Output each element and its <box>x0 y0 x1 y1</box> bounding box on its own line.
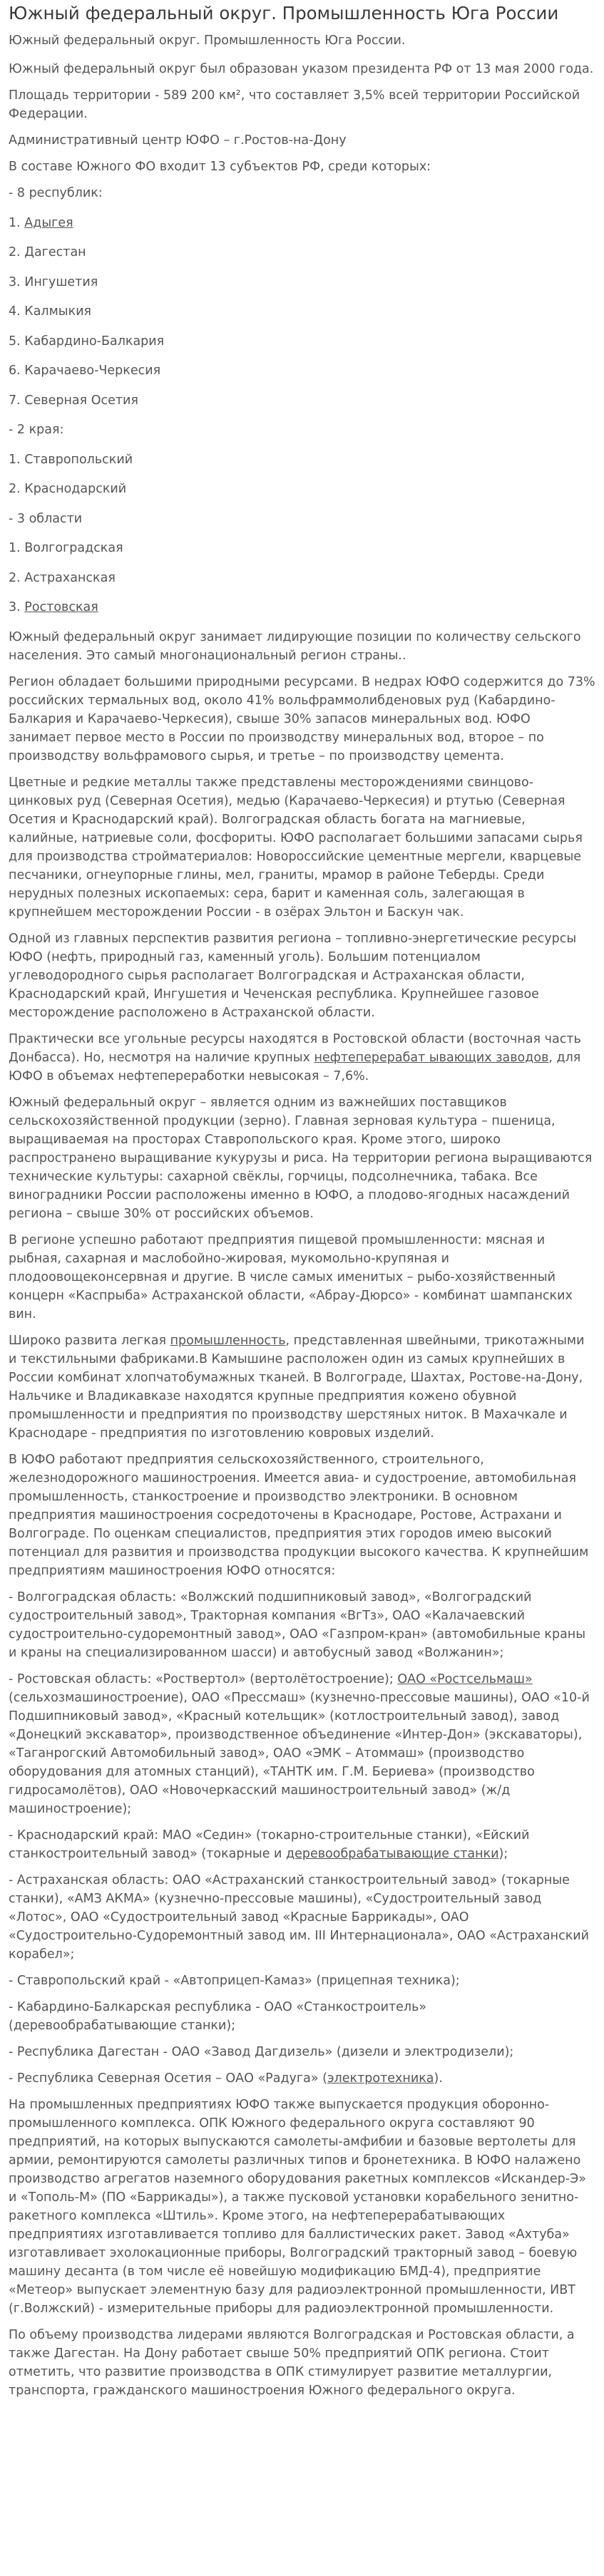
paragraph <box>9 1331 595 1443</box>
paragraph <box>9 1451 595 1580</box>
region-name: Волгоградская <box>24 541 123 555</box>
list-number: 1. <box>9 541 25 555</box>
paragraph-text: Цветные и редкие металлы также представлены месторождениями свинцово-цинковых руд (Северная Осетия), медью (Карачаево-Черкесия) и ртутью (Северная Осетия и Краснодарский край). Волгоградская область богата на магниевые, калийные, натриевые соли, фосфориты. ЮФО располагает большими запасами сырья для производства стройматериалов: Новороссийские цементные мергели, кварцевые песчаники, огнеупорные глины, мел, граниты, мрамор в районе Теберды. Среди нерудных полезных ископаемых: сера, барит и каменная соль, залегающая в крупнейшем месторождении России - в озёрах Эльтон и Баскун чак. <box>9 775 583 919</box>
list-number: 1. <box>9 452 25 467</box>
paragraph-text: Широко развита легкая <box>9 1333 170 1348</box>
paragraph <box>9 929 595 1022</box>
paragraph-text: Практически все угольные ресурсы находятся в Ростовской области (восточная часть Донбасса). Но, несмотря на наличие крупных <box>9 1031 581 1065</box>
paragraph-text: В ЮФО работают предприятия сельскохозяйственного, строительного, железнодорожного машиностроения. Имеется авиа- и судостроение, автомобильная промышленность, станкостроение и производство электроники. В основном предприятия машиностроения сосредоточены в Краснодаре, Ростове, Астрахани и Волгограде. По оценкам специалистов, предприятия этих городов имею высокий потенциал для развития и производства продукции высокого качества. К крупнейшим предприятиям машиностроения ЮФО относятся: <box>9 1452 589 1578</box>
republic-item <box>9 302 595 321</box>
list-number: 2. <box>9 570 25 585</box>
inline-link[interactable]: нефтеперерабат ывающих заводов <box>314 1050 549 1065</box>
paragraph <box>9 773 595 922</box>
region-name: Дагестан <box>24 245 86 259</box>
paragraph-text: , для ЮФО в объемах нефтепереработки невысокая – 7,6%. <box>9 1050 581 1083</box>
region-name: Ингушетия <box>24 274 98 289</box>
paragraph <box>9 1231 595 1324</box>
krai-header: - 2 края: <box>9 423 64 437</box>
paragraph <box>9 1030 595 1086</box>
list-number: 2. <box>9 482 25 496</box>
region-name: Ставропольский <box>24 452 133 467</box>
paragraph-text: - Ставропольский край - «Автоприцеп-Камаз» (прицепная техника); <box>9 1973 460 1988</box>
paragraph <box>9 2043 595 2061</box>
region-link[interactable]: Ростовская <box>24 600 98 614</box>
paragraph-text: На промышленных предприятиях ЮФО также выпускается продукция оборонно-промышленного комплекса. ОПК Южного федерального округа составляют 90 предприятий, на которых выпускаются самолеты-амфибии и базовые вертолеты для армии, ремонтируются самолеты различных типов и бронетехника. В ЮФО налажено производство агрегатов наземного оборудования ракетных комплексов «Искандер-Э» и «Тополь-М» (ПО «Баррикады»), а также пусковой установки корабельного зенитно-ракетного комплекса «Штиль». Кроме этого, на нефтеперерабатывающих предприятиях изготавливается топливо для баллистических ракет. Завод «Ахтуба» изготавливает эхолокационные приборы, Волгоградский тракторный завод – боевую машину десанта (в том числе её новейшую модификацию БМД-4), предприятие «Метеор» выпускает элементную базу для радиоэлектронной промышленности, ИВТ (г.Волжский) - измерительные приборы для радиоэлектронной промышленности. <box>9 2097 586 2316</box>
list-number: 7. <box>9 393 25 408</box>
paragraph-text: В регионе успешно работают предприятия пищевой промышленности: мясная и рыбная, сахарная и маслобойно-жировая, мукомольно-крупяная и плодоовощеконсервная и другие. В числе самых именитых – рыбо-хозяйственный концерн «Каспрыба» Астраханской области, «Абрау-Дюрсо» - комбинат шампанских вин. <box>9 1232 573 1322</box>
region-link[interactable]: Адыгея <box>24 215 73 230</box>
paragraph-text: ); <box>498 1846 508 1861</box>
paragraph-text: - Краснодарский край: МАО «Седин» (токарно-строительные станки), «Ейский станкостроительный завод» (токарные и <box>9 1828 530 1861</box>
list-number: 3. <box>9 600 25 614</box>
krai-item <box>9 480 595 498</box>
region-name: Краснодарский <box>24 482 127 496</box>
paragraph <box>9 628 595 665</box>
paragraph-text: Одной из главных перспектив развития региона – топливно-энергетические ресурсы ЮФО (нефть, природный газ, каменный уголь). Большим потенциалом углеводородного сырья располагает Волгоградская и Астраханская области, Краснодарский край, Ингушетия и Чеченская республика. Крупнейшее газовое месторождение расположено в Астраханской области. <box>9 931 577 1020</box>
paragraph <box>9 673 595 766</box>
republic-header: - 8 республик: <box>9 186 103 200</box>
paragraph-text: - Республика Северная Осетия – ОАО «Радуга» ( <box>9 2071 327 2086</box>
article-body <box>9 628 595 2400</box>
republic-item <box>9 332 595 351</box>
oblast-item <box>9 539 595 557</box>
region-name: Калмыкия <box>24 304 92 319</box>
paragraph <box>9 1588 595 1662</box>
paragraph-text: Южный федеральный округ – является одним из важнейших поставщиков сельскохозяйственной продукции (зерно). Главная зерновая культура – пшеница, выращиваемая на просторах Ставропольского края. Кроме этого, широко распространено выращивание кукурузы и риса. На территории региона выращиваются технические культуры: сахарной свёклы, горчицы, подсолнечника, табака. Все виноградники России расположены именно в ЮФО, а плодово-ягодных насаждений региона – свыше 30% от российских объемов. <box>9 1095 593 1221</box>
subjects-lists <box>9 184 595 617</box>
paragraph <box>9 1670 595 1818</box>
article-subtitle: Южный федеральный округ. Промышленность Юга России. <box>9 34 406 48</box>
list-number: 1. <box>9 215 25 230</box>
page-title: Южный федеральный округ. Промышленность Юга России <box>9 3 559 24</box>
paragraph-text: По объему производства лидерами являются Волгоградская и Ростовская области, а также Дагестан. На Дону работает свыше 50% предприятий ОПК региона. Стоит отметить, что развитие производства в ОПК стимулирует развитие металлургии, транспорта, гражданского машиностроения Южного федерального округа. <box>9 2327 575 2398</box>
region-name: Астраханская <box>24 570 116 585</box>
oblast-item <box>9 598 595 617</box>
region-name: Карачаево-Черкесия <box>24 364 161 378</box>
republic-item <box>9 273 595 292</box>
paragraph-text: - Ростовская область: «Роствертол» (вертолётостроение); <box>9 1671 398 1686</box>
inline-link[interactable]: электротехника <box>327 2071 434 2086</box>
inline-link[interactable]: деревообрабатывающие станки <box>286 1846 499 1861</box>
list-number: 2. <box>9 245 25 259</box>
paragraph-text: - Республика Дагестан - ОАО «Завод Дагдизель» (дизели и электродизели); <box>9 2044 514 2059</box>
region-name: Кабардино-Балкария <box>24 334 165 349</box>
paragraph-text: - Кабардино-Балкарская республика - ОАО «Станкостроитель» (деревообрабатывающие станки); <box>9 1999 427 2033</box>
inline-link[interactable]: ОАО «Ростсельмаш» <box>397 1671 533 1686</box>
paragraph <box>9 2326 595 2400</box>
paragraph-text: - Волгоградская область: «Волжский подшипниковый завод», «Волгоградский судостроительный завод», Тракторная компания «ВгТз», ОАО «Калачаевский судостроительно-судоремонтный завод», ОАО «Газпром-кран» (автомобильные краны и краны на специализированном шасси) и автобусный завод «Волжанин»; <box>9 1590 586 1660</box>
list-number: 5. <box>9 334 25 349</box>
intro-subjects: В составе Южного ФО входит 13 субъектов РФ, среди которых: <box>9 160 431 174</box>
list-number: 4. <box>9 304 25 319</box>
republic-item <box>9 391 595 410</box>
region-name: Северная Осетия <box>24 393 138 408</box>
paragraph <box>9 1871 595 1964</box>
intro-area: Площадь территории - 589 200 км², что составляет 3,5% всей территории Российской Федерации. <box>9 88 580 121</box>
intro-formed: Южный федеральный округ был образован указом президента РФ от 13 мая 2000 года. <box>9 62 594 76</box>
krai-item <box>9 450 595 469</box>
intro-center: Административный центр ЮФО – г.Ростов-на-Дону <box>9 133 347 148</box>
paragraph-text: - Астраханская область: ОАО «Астраханский станкостроительный завод» (токарные станки), «АМЗ АКМА» (кузнечно-прессовые машины), «Судостроительный завод «Лотос», ОАО «Судостроительный завод «Красные Баррикады», ОАО «Судостроительно-Судоремонтный завод им. III Интернационала», ОАО «Астраханский корабел»; <box>9 1872 590 1962</box>
republic-item <box>9 243 595 262</box>
paragraph <box>9 1998 595 2035</box>
republic-item <box>9 361 595 380</box>
list-number: 6. <box>9 364 25 378</box>
paragraph-text: , представленная швейными, трикотажными и текстильными фабриками.В Камышине расположен один из самых крупнейших в России комбинат хлопчатобумажных тканей. В Волгограде, Шахтах, Ростове-на-Дону, Нальчике и Владикавказе находятся крупные предприятия кожено обувной промышленности и предприятия по производству шерстяных ниток. В Махачкале и Краснодаре - предприятия по изготовлению ковровых изделий. <box>9 1333 585 1441</box>
paragraph <box>9 1972 595 1990</box>
paragraph <box>9 1093 595 1223</box>
paragraph-text: ). <box>434 2071 443 2086</box>
republic-item <box>9 214 595 232</box>
paragraph <box>9 1826 595 1863</box>
paragraph <box>9 2096 595 2318</box>
oblast-header: - 3 области <box>9 511 83 526</box>
paragraph-text: Регион обладает большими природными ресурсами. В недрах ЮФО содержится до 73% российских термальных вод, около 41% вольфраммолибденовых руд (Кабардино-Балкария и Карачаево-Черкесия), свыше 30% запасов минеральных вод. ЮФО занимает первое место в России по производству минеральных вод, второе – по производству вольфрамового сырья, и третье – по производству цемента. <box>9 674 595 763</box>
paragraph-text: Южный федеральный округ занимает лидирующие позиции по количеству сельского населения. Это самый многонациональный регион страны.. <box>9 629 581 663</box>
paragraph <box>9 2069 595 2088</box>
paragraph-text: (сельхозмашиностроение), ОАО «Прессмаш» (кузнечно-прессовые машины), ОАО «10-й Подшипниковый завод», «Красный котельщик» (котлостроительный завод), завод «Донецкий экскаватор», производственное объединение «Интер-Дон» (экскаваторы), «Таганрогский Автомобильный завод», ОАО «ЭМК – Атоммаш» (производство оборудования для атомных станций), «ТАНТК им. Г.М. Бериева» (производство гидросамолётов), ОАО «Новочеркасский машиностроительный завод» (ж/д машиностроение); <box>9 1690 590 1816</box>
list-number: 3. <box>9 274 25 289</box>
oblast-item <box>9 569 595 587</box>
inline-link[interactable]: промышленность <box>170 1333 286 1348</box>
